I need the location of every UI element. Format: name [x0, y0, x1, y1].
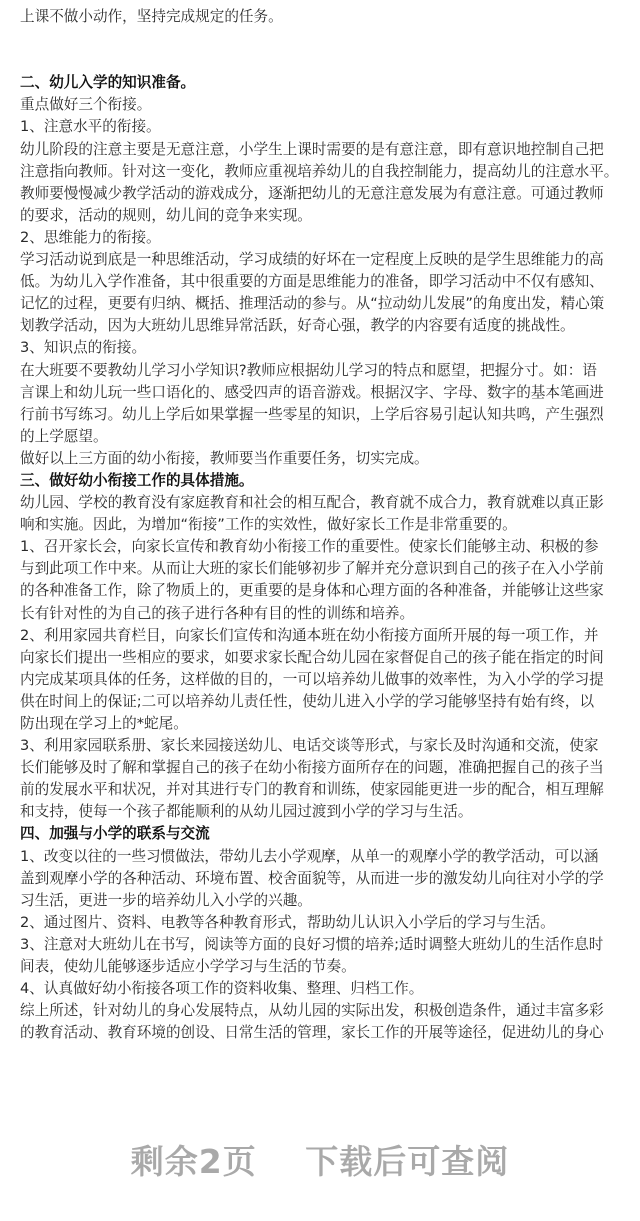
text-line: 行前书写练习。幼儿上学后如果掌握一些零星的知识，上学后容易引起认知共鸣，产生强烈: [20, 405, 604, 423]
text-line: 1、注意水平的衔接。: [20, 118, 161, 136]
text-line: 幼儿园、学校的教育没有家庭教育和社会的相互配合，教育就不成合力，教育就难以真正影: [20, 494, 604, 512]
text-line: 的要求，活动的规则，幼儿间的竞争来实现。: [20, 206, 312, 224]
text-line: 4、认真做好幼小衔接各项工作的资料收集、整理、归档工作。: [20, 980, 424, 998]
text-line: 2、利用家园共育栏目，向家长们宣传和沟通本班在幼小衔接方面所开展的每一项工作，并: [20, 626, 599, 644]
text-line: 习生活，更进一步的培养幼儿入小学的兴趣。: [20, 891, 312, 909]
text-line: 幼儿阶段的注意主要是无意注意，小学生上课时需要的是有意注意，即有意识地控制自己把: [20, 140, 604, 158]
text-line: 的教育活动、教育环境的创设、日常生活的管理，家长工作的开展等途径，促进幼儿的身心: [20, 1024, 604, 1042]
text-line: 1、召开家长会，向家长宣传和教育幼小衔接工作的重要性。使家长们能够主动、积极的参: [20, 538, 599, 556]
text-line: 上课不做小动作，坚持完成规定的任务。: [20, 8, 283, 25]
text-line: 3、利用家园联系册、家长来园接送幼儿、电话交谈等形式，与家长及时沟通和交流，使家: [20, 737, 599, 755]
text-line: [20, 50, 624, 72]
remaining-pages-label: 剩余2页: [130, 1142, 257, 1181]
text-line: 在大班要不要教幼儿学习小学知识?教师应根据幼儿学习的特点和愿望，把握分寸。如：语: [20, 361, 597, 379]
text-line: 间表，使幼儿能够逐步适应小学学习与生活的节奏。: [20, 958, 356, 976]
text-line: 言课上和幼儿玩一些口语化的、感受四声的语音游戏。根据汉字、字母、数字的基本笔画进: [20, 383, 604, 401]
text-line: 与到此项工作中来。从而让大班的家长们能够初步了解并充分意识到自己的孩子在入小学前: [20, 560, 604, 578]
text-line: 记忆的过程，更要有归纳、概括、推理活动的参与。从“拉动幼儿发展”的角度出发，精心策: [20, 295, 605, 313]
text-line: 向家长们提出一些相应的要求，如要求家长配合幼儿园在家督促自己的孩子能在指定的时间: [20, 648, 604, 666]
section-heading: 二、幼儿入学的知识准备。: [20, 74, 196, 92]
text-line: 低。为幼儿入学作准备，其中很重要的方面是思维能力的准备，即学习活动中不仅有感知、: [20, 273, 604, 291]
text-line: 供在时间上的保证;二可以培养幼儿责任性，使幼儿进入小学的学习能够坚持有始有终，以: [20, 692, 595, 710]
section-heading: 四、加强与小学的联系与交流: [20, 825, 210, 843]
text-line: 2、通过图片、资料、电教等各种教育形式，帮助幼儿认识入小学后的学习与生活。: [20, 913, 555, 931]
text-line: 的上学愿望。: [20, 427, 108, 445]
text-line: 注意指向教师。针对这一变化，教师应重视培养幼儿的自我控制能力，提高幼儿的注意水平。: [20, 162, 619, 180]
text-line: 划教学活动，因为大班幼儿思维异常活跃，好奇心强，教学的内容要有适度的挑战性。: [20, 317, 575, 335]
text-line: [20, 28, 624, 50]
text-line: 综上所述，针对幼儿的身心发展特点，从幼儿园的实际出发，积极创造条件，通过丰富多彩: [20, 1002, 604, 1020]
text-line: 的各种准备工作，除了物质上的，更重要的是身体和心理方面的各种准备，并能够让这些家: [20, 582, 604, 600]
text-line: 1、改变以往的一些习惯做法，带幼儿去小学观摩，从单一的观摩小学的教学活动，可以涵: [20, 847, 599, 865]
text-line: 做好以上三方面的幼小衔接，教师要当作重要任务，切实完成。: [20, 449, 429, 467]
text-line: 和支持，使每一个孩子都能顺利的从幼儿园过渡到小学的学习与生活。: [20, 803, 473, 821]
document-body: [20, 6, 624, 1044]
text-line: 长有针对性的为自己的孩子进行各种有目的性的训练和培养。: [20, 604, 415, 622]
text-line: 盖到观摩小学的各种活动、环境布置、校舍面貌等，从而进一步的激发幼儿向往对小学的学: [20, 869, 604, 887]
text-line: 响和实施。因此，为增加“衔接”工作的实效性，做好家长工作是非常重要的。: [20, 516, 517, 534]
text-line: 2、思维能力的衔接。: [20, 228, 161, 246]
download-to-view-label[interactable]: 下载后可查阅: [305, 1142, 510, 1181]
download-prompt[interactable]: [0, 1136, 640, 1183]
text-line: 3、注意对大班幼儿在书写，阅读等方面的良好习惯的培养;适时调整大班幼儿的生活作息时: [20, 935, 604, 953]
text-line: 内完成某项具体的任务，这样做的目的，一可以培养幼儿做事的效率性，为入小学的学习提: [20, 670, 604, 688]
text-line: 重点做好三个衔接。: [20, 96, 152, 114]
text-line: 长们能够及时了解和掌握自己的孩子在幼小衔接方面所存在的问题，准确把握自己的孩子当: [20, 759, 604, 777]
text-line: 教师要慢慢减少教学活动的游戏成分，逐渐把幼儿的无意注意发展为有意注意。可通过教师: [20, 184, 604, 202]
text-line: 学习活动说到底是一种思维活动，学习成绩的好坏在一定程度上反映的是学生思维能力的高: [20, 251, 604, 269]
section-heading: 三、做好幼小衔接工作的具体措施。: [20, 471, 254, 489]
text-line: 3、知识点的衔接。: [20, 339, 147, 357]
text-line: 前的发展水平和状况，并对其进行专门的教育和训练，使家园能更进一步的配合，相互理解: [20, 781, 604, 799]
text-line: 防出现在学习上的*蛇尾。: [20, 715, 188, 732]
